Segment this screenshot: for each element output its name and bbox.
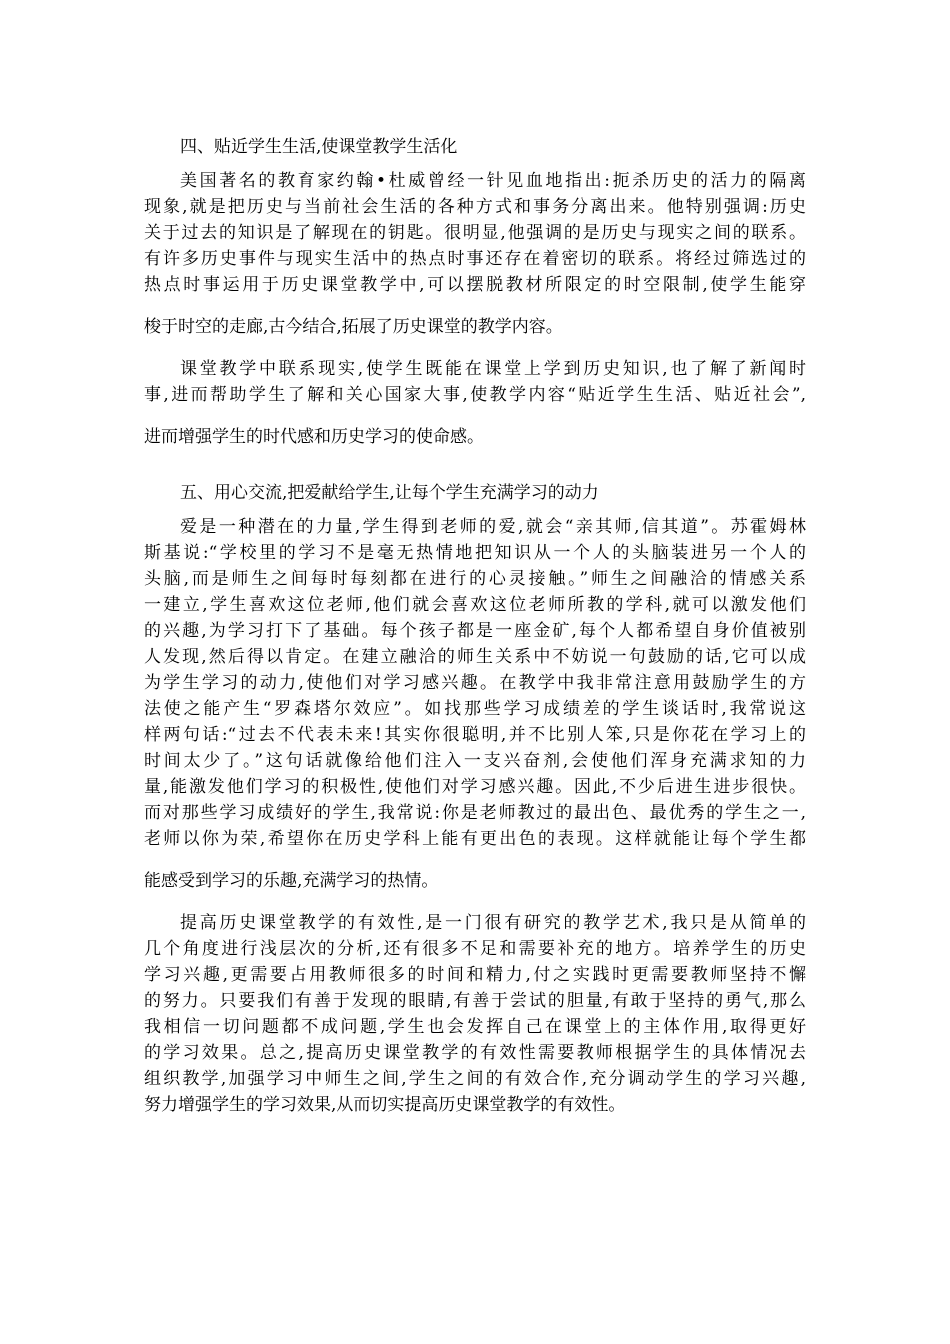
text-line: 课堂教学中联系现实,使学生既能在课堂上学到历史知识,也了解了新闻时 [180,359,806,379]
section-heading-5: 五、用心交流,把爱献给学生,让每个学生充满学习的动力 [180,483,599,503]
text-line: 的努力。只要我们有善于发现的眼睛,有善于尝试的胆量,有敢于坚持的勇气,那么 [144,991,806,1011]
text-line: 梭于时空的走廊,古今结合,拓展了历史课堂的教学内容。 [144,317,563,337]
section-heading-4: 四、贴近学生生活,使课堂教学生活化 [180,137,458,157]
text-line: 的学习效果。总之,提高历史课堂教学的有效性需要教师根据学生的具体情况去 [144,1043,806,1063]
text-line: 时间太少了。”这句话就像给他们注入一支兴奋剂,会使他们浑身充满求知的力 [144,751,806,771]
text-line: 美国著名的教育家约翰•杜威曾经一针见血地指出:扼杀历史的活力的隔离 [180,171,806,191]
text-line: 人发现,然后得以肯定。在建立融洽的师生关系中不妨说一句鼓励的话,它可以成 [144,647,806,667]
text-line: 我相信一切问题都不成问题,学生也会发挥自己在课堂上的主体作用,取得更好 [144,1017,806,1037]
text-line: 有许多历史事件与现实生活中的热点时事还存在着密切的联系。将经过筛选过的 [144,249,806,269]
text-line: 头脑,而是师生之间每时每刻都在进行的心灵接触。”师生之间融洽的情感关系 [144,569,806,589]
text-line: 现象,就是把历史与当前社会生活的各种方式和事务分离出来。他特别强调:历史 [144,197,806,217]
text-line: 热点时事运用于历史课堂教学中,可以摆脱教材所限定的时空限制,使学生能穿 [144,275,806,295]
paragraph [144,514,806,894]
text-line: 一建立,学生喜欢这位老师,他们就会喜欢这位老师所教的学科,就可以激发他们 [144,595,806,615]
text-line: 能感受到学习的乐趣,充满学习的热情。 [144,871,439,891]
paragraph [144,168,806,340]
paragraph [144,910,806,1118]
text-line: 事,进而帮助学生了解和关心国家大事,使教学内容“贴近学生生活、贴近社会”, [144,385,806,405]
document-body [144,134,806,1118]
text-line: 法使之能产生“罗森塔尔效应”。如找那些学习成绩差的学生谈话时,我常说这 [144,699,806,719]
text-line: 关于过去的知识是了解现在的钥匙。很明显,他强调的是历史与现实之间的联系。 [144,223,806,243]
text-line: 老师以你为荣,希望你在历史学科上能有更出色的表现。这样就能让每个学生都 [144,829,806,849]
text-line: 的兴趣,为学习打下了基础。每个孩子都是一座金矿,每个人都希望自身价值被别 [144,621,806,641]
text-line: 为学生学习的动力,使他们对学习感兴趣。在教学中我非常注意用鼓励学生的方 [144,673,806,693]
text-line: 提高历史课堂教学的有效性,是一门很有研究的教学艺术,我只是从简单的 [180,913,806,933]
text-line: 斯基说:“学校里的学习不是毫无热情地把知识从一个人的头脑装进另一个人的 [144,543,806,563]
text-line: 努力增强学生的学习效果,从而切实提高历史课堂教学的有效性。 [144,1095,626,1115]
text-line: 进而增强学生的时代感和历史学习的使命感。 [144,427,484,447]
paragraph [144,356,806,450]
text-line: 而对那些学习成绩好的学生,我常说:你是老师教过的最出色、最优秀的学生之一, [144,803,806,823]
text-line: 爱是一种潜在的力量,学生得到老师的爱,就会“亲其师,信其道”。苏霍姆林 [180,517,806,537]
text-line: 学习兴趣,更需要占用教师很多的时间和精力,付之实践时更需要教师坚持不懈 [144,965,806,985]
text-line: 量,能激发他们学习的积极性,使他们对学习感兴趣。因此,不少后进生进步很快。 [144,777,806,797]
text-line: 几个角度进行浅层次的分析,还有很多不足和需要补充的地方。培养学生的历史 [144,939,806,959]
text-line: 组织教学,加强学习中师生之间,学生之间的有效合作,充分调动学生的学习兴趣, [144,1069,806,1089]
text-line: 样两句话:“过去不代表未来!其实你很聪明,并不比别人笨,只是你花在学习上的 [144,725,806,745]
